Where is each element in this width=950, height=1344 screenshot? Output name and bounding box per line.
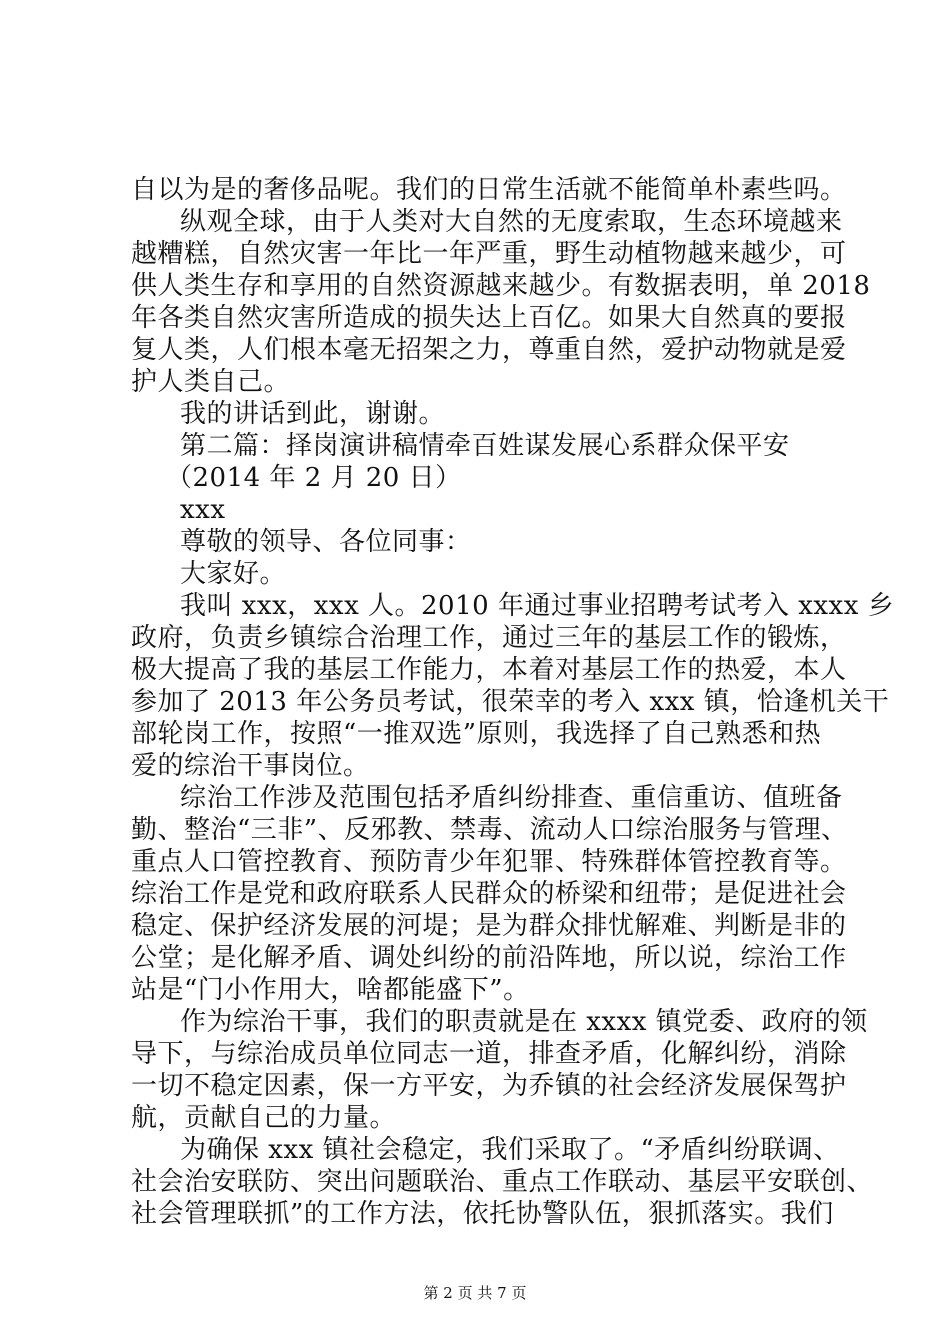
text-line: 复人类，人们根本毫无招架之力，尊重自然，爱护动物就是爱 xyxy=(131,335,847,365)
text-line: 航，贡献自己的力量。 xyxy=(131,1103,397,1133)
text-line: 站是“门小作用大，啥都能盛下”。 xyxy=(131,975,530,1005)
speaker-name: xxx xyxy=(180,495,226,525)
text-line: 我的讲话到此，谢谢。 xyxy=(180,399,446,429)
text-line: 供人类生存和享用的自然资源越来越少。有数据表明，单 2018 xyxy=(131,271,871,301)
text-line: 综治工作是党和政府联系人民群众的桥梁和纽带；是促进社会 xyxy=(131,879,847,909)
page-number-footer: 第 2 页 共 7 页 xyxy=(423,1284,527,1302)
greeting: 大家好。 xyxy=(180,559,287,589)
text-line: 我叫 xxx，xxx 人。2010 年通过事业招聘考试考入 xxxx 乡 xyxy=(180,591,895,621)
text-line: 社会治安联防、突出问题联治、重点工作联动、基层平安联创、 xyxy=(131,1167,874,1197)
text-line: 导下，与综治成员单位同志一道，排查矛盾，化解纠纷，消除 xyxy=(131,1039,847,1069)
text-line: 综治工作涉及范围包括矛盾纠纷排查、重信重访、值班备 xyxy=(180,783,843,813)
text-line: 勤、整治“三非”、反邪教、禁毒、流动人口综治服务与管理、 xyxy=(131,815,848,845)
text-line: 爱的综治干事岗位。 xyxy=(131,751,370,781)
text-line: 稳定、保护经济发展的河堤；是为群众排忧解难、判断是非的 xyxy=(131,911,847,941)
text-line: 部轮岗工作，按照“一推双选”原则，我选择了自己熟悉和热 xyxy=(131,719,822,749)
text-line: 公堂；是化解矛盾、调处纠纷的前沿阵地，所以说，综治工作 xyxy=(131,943,847,973)
text-line: 年各类自然灾害所造成的损失达上百亿。如果大自然真的要报 xyxy=(131,303,847,333)
text-line: 一切不稳定因素，保一方平安，为乔镇的社会经济发展保驾护 xyxy=(131,1071,847,1101)
text-line: 政府，负责乡镇综合治理工作，通过三年的基层工作的锻炼， xyxy=(131,623,847,653)
text-line: 重点人口管控教育、预防青少年犯罪、特殊群体管控教育等。 xyxy=(131,847,847,877)
speech-date: （2014 年 2 月 20 日） xyxy=(166,463,462,493)
text-line: 自以为是的奢侈品呢。我们的日常生活就不能简单朴素些吗。 xyxy=(131,175,847,205)
text-line: 护人类自己。 xyxy=(131,367,291,397)
section-heading: 第二篇：择岗演讲稿情牵百姓谋发展心系群众保平安 xyxy=(180,431,790,461)
text-line: 越糟糕，自然灾害一年比一年严重，野生动植物越来越少，可 xyxy=(131,239,847,269)
text-line: 作为综治干事，我们的职责就是在 xxxx 镇党委、政府的领 xyxy=(180,1007,868,1037)
text-line: 纵观全球，由于人类对大自然的无度索取，生态环境越来 xyxy=(180,207,843,237)
text-line: 为确保 xxx 镇社会稳定，我们采取了。“矛盾纠纷联调、 xyxy=(180,1135,840,1165)
salutation: 尊敬的领导、各位同事： xyxy=(180,527,472,557)
text-line: 社会管理联抓”的工作方法，依托协警队伍，狠抓落实。我们 xyxy=(131,1199,834,1229)
text-line: 极大提高了我的基层工作能力，本着对基层工作的热爱，本人 xyxy=(131,655,847,685)
text-line: 参加了 2013 年公务员考试，很荣幸的考入 xxx 镇，恰逢机关干 xyxy=(131,687,890,717)
